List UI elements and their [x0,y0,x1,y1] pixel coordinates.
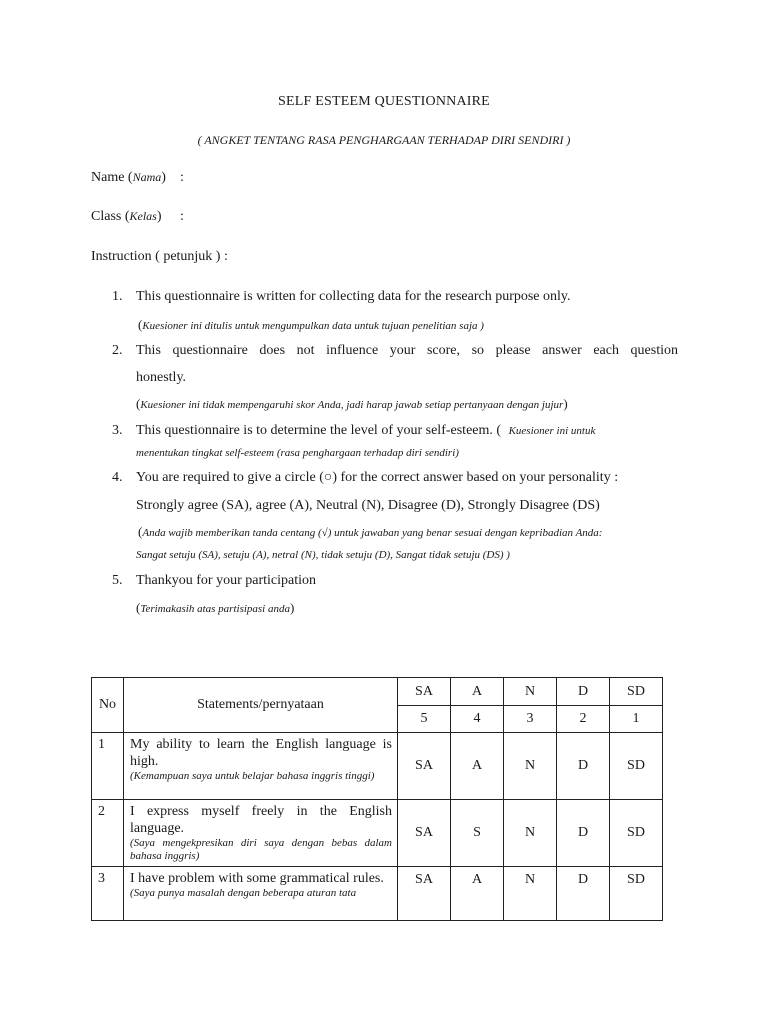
statement-cell [124,733,398,800]
instruction-translation: menentukan tingkat self-esteem (rasa penghargaan terhadap diri sendiri) [136,447,459,459]
answer-option[interactable]: D [557,733,610,800]
answer-option[interactable]: N [504,800,557,867]
instruction-translation: (Kuesioner ini ditulis untuk mengumpulkan data untuk tujuan penelitian saja ) [138,317,484,332]
name-colon: : [180,170,184,185]
answer-option[interactable]: N [504,733,557,800]
instruction-text: Thankyou for your participation [136,573,317,588]
instruction-text-cont: Strongly agree (SA), agree (A), Neutral (N), Disagree (D), Strongly Disagree (DS) [136,498,600,513]
instruction-text: You are required to give a circle (○) for the correct answer based on your personality : [136,470,619,485]
scale-value: 4 [451,706,504,733]
row-number: 1 [92,733,124,800]
answer-option[interactable]: A [451,733,504,800]
scale-label: D [557,678,610,706]
instruction-number: 5. [112,573,123,588]
answer-option[interactable]: D [557,800,610,867]
answer-option[interactable]: SA [398,867,451,921]
table-row [92,733,663,800]
scale-value: 2 [557,706,610,733]
table-header-row [92,678,663,706]
scale-value: 5 [398,706,451,733]
class-field [91,209,162,225]
class-translation: Kelas [129,209,157,223]
instruction-number: 2. [112,343,123,358]
instruction-text: This questionnaire is written for collecting data for the research purpose only. [136,289,571,304]
class-colon: : [180,209,184,224]
header-statement: Statements/pernyataan [124,678,398,733]
table-row [92,867,663,921]
statement-text: My ability to learn the English language is high. [130,737,392,769]
scale-value: 1 [610,706,663,733]
scale-label: SA [398,678,451,706]
instruction-translation: (Terimakasih atas partisipasi anda) [136,600,295,615]
instruction-translation: (Anda wajib memberikan tanda centang (√) untuk jawaban yang benar sesuai dengan kepribadian Anda: [138,524,603,539]
statement-text: I have problem with some grammatical rules. [130,871,384,886]
statement-cell [124,867,398,921]
row-number: 3 [92,867,124,921]
answer-option[interactable]: SA [398,800,451,867]
class-close: ) [156,209,162,224]
instruction-translation-cont: Sangat setuju (SA), setuju (A), netral (N), tidak setuju (D), Sangat tidak setuju (DS) ) [136,549,510,561]
page-subtitle: ( ANGKET TENTANG RASA PENGHARGAAN TERHADAP DIRI SENDIRI ) [197,133,571,147]
answer-option[interactable]: S [451,800,504,867]
answer-option[interactable]: SD [610,800,663,867]
answer-option[interactable]: SA [398,733,451,800]
instruction-text-cont: honestly. [136,370,187,385]
statement-translation: (Kemampuan saya untuk belajar bahasa inggris tinggi) [130,770,375,782]
name-label: Name ( [91,170,133,185]
statement-cell [124,800,398,867]
answer-option[interactable]: SD [610,867,663,921]
instruction-heading: Instruction ( petunjuk ) : [91,249,228,264]
scale-value: 3 [504,706,557,733]
scale-label: N [504,678,557,706]
row-number: 2 [92,800,124,867]
statement-translation: (Saya mengekpresikan diri saya dengan bebas dalam bahasa inggris) [130,837,392,862]
instruction-text: This questionnaire does not influence your score, so please answer each question [136,343,678,358]
instruction-translation: (Kuesioner ini tidak mempengaruhi skor Anda, jadi harap jawab setiap pertanyaan dengan jujur) [136,396,568,411]
answer-option[interactable]: SD [610,733,663,800]
table-row [92,800,663,867]
instruction-number: 1. [112,289,123,304]
answer-option[interactable]: N [504,867,557,921]
instruction-number: 4. [112,470,123,485]
class-label: Class ( [91,209,130,224]
instruction-text: This questionnaire is to determine the level of your self-esteem. ( Kuesioner ini untuk [136,423,596,438]
scale-label: SD [610,678,663,706]
scale-label: A [451,678,504,706]
statement-translation: (Saya punya masalah dengan beberapa aturan tata [130,887,357,899]
answer-option[interactable]: D [557,867,610,921]
questionnaire-table [91,677,663,921]
name-close: ) [161,170,166,185]
name-field [91,170,166,186]
page-title: SELF ESTEEM QUESTIONNAIRE [278,94,490,109]
instruction-number: 3. [112,423,123,438]
header-no: No [92,678,124,733]
name-translation: Nama [132,170,162,184]
statement-text: I express myself freely in the English language. [130,804,392,836]
answer-option[interactable]: A [451,867,504,921]
